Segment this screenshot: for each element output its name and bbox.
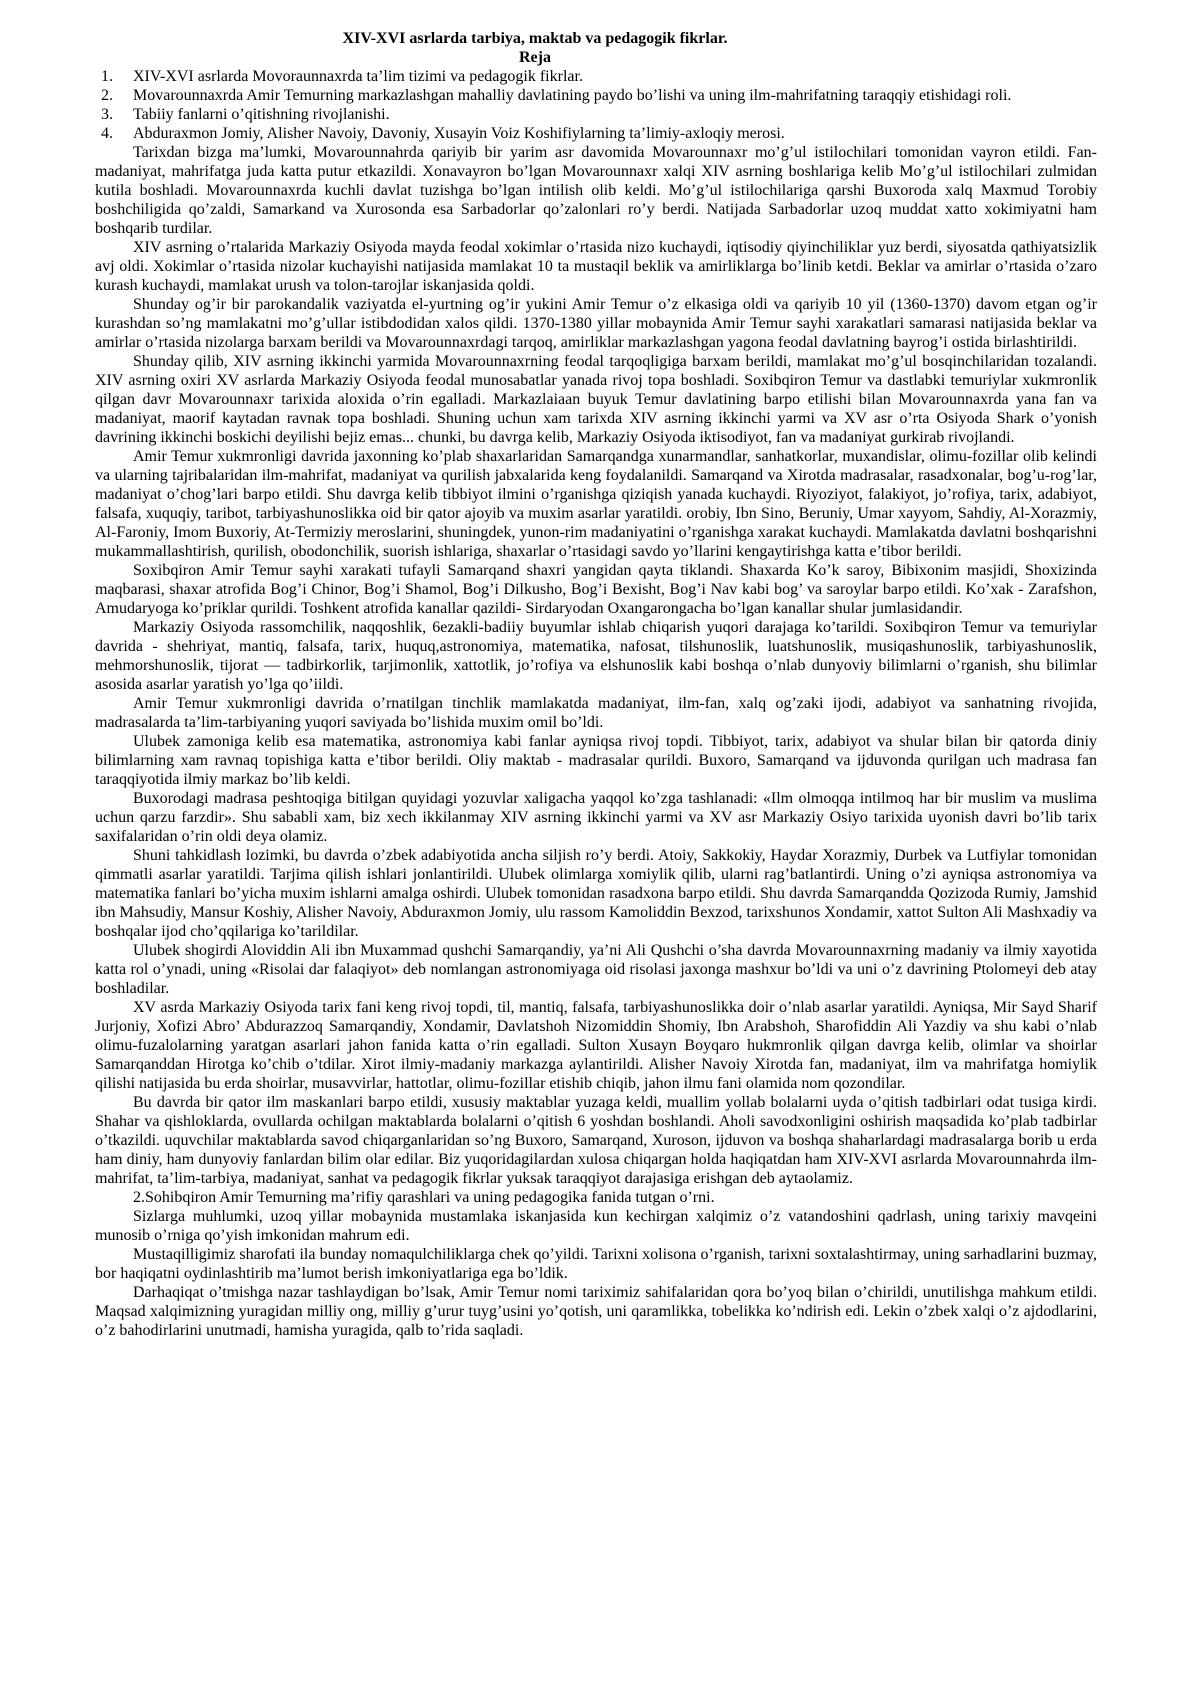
plan-item <box>95 67 1097 86</box>
plan-heading: Reja <box>519 49 551 66</box>
body-paragraph: Amir Temur xukmronligi davrida jaxonning ko’plab shaxarlaridan Samarqandga xunarmandlar, sanhatkorlar, muxandislar, olimu-fozillar olib kelindi va ularning tajribalaridan ilm-mahrifat, madaniyat va qurilish jabxalarida keng foydalanildi. Samarqand va Xirotda madrasalar, rasadxonalar, bog’u-rog’lar, madaniyat o’chog’lari barpo etildi. Shu davrga kelib tibbiyot ilmini o’rganishga qiziqish yanada kuchaydi. Riyoziyot, falakiyot, jo’rofiya, tarix, adabiyot, falsafa, xuquqiy, taribot, tarbiyashunoslikka oid bir qator ajoyib va muxim asarlar yaratildi. orobiy, Ibn Sino, Beruniy, Umar xayyom, Sahdiy, Al-Xorazmiy, Al-Faroniy, Imom Buxoriy, At-Termiziy meroslarini, shuningdek, yunon-rim madaniyatini o’rganishga xarakat kuchaydi. Mamlakatda davlatni boshqarishni mukammallashtirish, qurilish, obodonchilik, suorish ishlariga, shaxarlar o’rtasidagi savdo yo’llarini kengaytirishga katta e’tibor berildi. <box>95 448 1097 560</box>
plan-item-text: Tabiiy fanlarni o’qitishning rivojlanishi. <box>133 106 390 123</box>
body-paragraph: Shunday og’ir bir parokandalik vaziyatda el-yurtning og’ir yukini Amir Temur o’z elkasiga oldi va qariyib 10 yil (1360-1370) davom etgan og’ir kurashdan so’ng mamlakatni mo’g’ullar istibdodidan xalos qildi. 1370-1380 yillar mobaynida Amir Temur sayhi xarakatlari samarasi natijasida beklar va amirlar o’rtasida nizolarga barxam berildi va Movarounnaxrdagi tarqoq, amirliklar markazlashgan yagona feodal davlatning bayrog’i ostida birlashtirildi. <box>95 296 1097 351</box>
body-paragraph: XV asrda Markaziy Osiyoda tarix fani keng rivoj topdi, til, mantiq, falsafa, tarbiyashunoslikka doir o’nlab asarlar yaratildi. Ayniqsa, Mir Sayd Sharif Jurjoniy, Xofizi Abro’ Abdurazzoq Samarqandiy, Xondamir, Davlatshoh Nizomiddin Shomiy, Ibn Arabshoh, Sharofiddin Ali Yazdiy va shu kabi o’nlab olimu-fuzalolarning yaratgan asarlari jahon fanida katta o’rin egalladi. Sulton Xusayn Boyqaro hukmronlik qilgan davrga kelib, olimlar va shoirlar Samarqanddan Hirotga ko’chib o’tdilar. Xirot ilmiy-madaniy markazga aylantirildi. Alisher Navoiy Xirotda fan, madaniyat, ilm va mahrifatga homiylik qilishi natijasida bu erda shoirlar, musavvirlar, hattotlar, olimu-fozillar etishib chiqib, jahon ilmu fani olamida nom qozondilar. <box>95 999 1097 1092</box>
body-paragraph: Ulubek zamoniga kelib esa matematika, astronomiya kabi fanlar ayniqsa rivoj topdi. Tibbiyot, tarix, adabiyot va shular bilan bir qatorda diniy bilimlarning xam ravnaq topishiga katta e’tibor berildi. Oliy maktab - madrasalar qurildi. Buxoro, Samarqand va ijduvonda qurilgan uch madrasa fan taraqqiyotida ilmiy markaz bo’lib keldi. <box>95 733 1097 788</box>
document-title: XIV-XVI asrlarda tarbiya, maktab va pedagogik fikrlar. <box>342 30 728 47</box>
plan-item-text: Movarounnaxrda Amir Temurning markazlashgan mahalliy davlatining paydo bo’lishi va uning ilm-mahrifatning taraqqiy etishidagi roli. <box>133 87 1012 104</box>
body-paragraph: Mustaqilligimiz sharofati ila bunday nomaqulchiliklarga chek qo’yildi. Tarixni xolisona o’rganish, tarixni soxtalashtirmay, uning sarhadlarini buzmay, bor haqiqatni oydinlashtirib ma’lumot berish imkoniyatlariga ega bo’ldik. <box>95 1246 1097 1282</box>
plan-item-text: Abduraxmon Jomiy, Alisher Navoiy, Davoniy, Xusayin Voiz Koshifiylarning ta’limiy-axloqiy merosi. <box>133 125 785 142</box>
body-paragraph: XIV asrning o’rtalarida Markaziy Osiyoda mayda feodal xokimlar o’rtasida nizo kuchaydi, iqtisodiy qiyinchiliklar yuz berdi, siyosatda qathiyatsizlik avj oldi. Xokimlar o’rtasida nizolar kuchayishi natijasida mamlakat 10 ta mustaqil beklik va amirliklarga bo’linib ketdi. Beklar va amirlar o’rtasida o’zaro kurash kuchaydi, mamlakat urush va tolon-tarojlar iskanjasida qoldi. <box>95 239 1097 294</box>
plan-item-text: XIV-XVI asrlarda Movoraunnaxrda ta’lim tizimi va pedagogik fikrlar. <box>133 68 583 85</box>
document-body <box>95 29 1097 1340</box>
plan-item-number: 3. <box>101 106 113 123</box>
plan-item <box>95 124 1097 143</box>
plan-item-number: 4. <box>101 125 113 142</box>
plan-list <box>95 67 1097 143</box>
body-paragraph: Shunday qilib, XIV asrning ikkinchi yarmida Movarounnaxrning feodal tarqoqligiga barxam berildi, mamlakat mo’g’ul bosqinchilaridan tozalandi. XIV asrning oxiri XV asrlarda Markaziy Osiyoda feodal munosabatlar yanada rivoj topa boshladi. Soxibqiron Temur va dastlabki temuriylar xukmronlik qilgan davr Movarounnaxr tarixida aloxida o’rin egalladi. Markazlaiaan buyuk Temur davlatining barpo etilishi bilan Movarounnaxrda yana fan va madaniyat, maorif kaytadan ravnak topa boshladi. Shuning uchun xam tarixda XIV asrning ikkinchi yarmi va XV asr o’rta Osiyoda Shark o’yonish davrining ikkinchi boskichi deyilishi bejiz emas... chunki, bu davrga kelib, Markaziy Osiyoda iktisodiyot, fan va madaniyat gurkirab rivojlandi. <box>95 353 1097 446</box>
body-paragraph: Buxorodagi madrasa peshtoqiga bitilgan quyidagi yozuvlar xaligacha yaqqol ko’zga tashlanadi: «Ilm olmoqqa intilmoq har bir muslim va muslima uchun qarzu farzdir». Shu sababli xam, biz xech ikkilanmay XIV asrning ikkinchi yarmi va XV asr Markaziy Osiyo tarixida uyonish davri bo’lib tarix saxifalaridan o’rin oldi deya olamiz. <box>95 790 1097 845</box>
body-paragraph: Markaziy Osiyoda rassomchilik, naqqoshlik, 6ezakli-badiiy buyumlar ishlab chiqarish yuqori darajaga ko’tarildi. Soxibqiron Temur va temuriylar davrida - shehriyat, mantiq, falsafa, tarix, huquq,astronomiya, matematika, nafosat, tilshunoslik, luatshunoslik, musiqashunoslik, tarbiyashunoslik, mehmorshunoslik, tijorat — tadbirkorlik, tarjimonlik, xattotlik, jo’rofiya va elshunoslik kabi boshqa o’nlab dunyoviy bilimlarni o’rganish, shu bilimlar asosida asarlar yaratish yo’lga qo’iildi. <box>95 619 1097 693</box>
plan-item-number: 1. <box>101 68 113 85</box>
plan-item <box>95 86 1097 105</box>
body-paragraph: Darhaqiqat o’tmishga nazar tashlaydigan bo’lsak, Amir Temur nomi tariximiz sahifalaridan qora bo’yoq bilan o’chirildi, unutilishga mahkum etildi. Maqsad xalqimizning yuragidan milliy ong, milliy g’urur tuyg’usini yo’qotish, uni qaramlikka, tobelikka ko’ndirish edi. Lekin o’zbek xalqi o’z ajdodlarini, o’z bahodirlarini unutmadi, hamisha yuragida, qalb to’rida saqladi. <box>95 1284 1097 1339</box>
section-heading: 2.Sohibqiron Amir Temurning ma’rifiy qarashlari va uning pedagogika fanida tutgan o’rni. <box>133 1189 715 1206</box>
body-paragraph: Ulubek shogirdi Aloviddin Ali ibn Muxammad qushchi Samarqandiy, ya’ni Ali Qushchi o’sha davrda Movarounnaxrning madaniy va ilmiy xayotida katta rol o’ynadi, uning «Risolai dar falaqiyot» deb nomlangan astronomiyaga oid risolasi jaxonga mashxur bo’ldi va uni o’z davrining Ptolomeyi deb atay boshladilar. <box>95 942 1097 997</box>
body-paragraph: Soxibqiron Amir Temur sayhi xarakati tufayli Samarqand shaxri yangidan qayta tiklandi. Shaxarda Ko’k saroy, Bibixonim masjidi, Shoxizinda maqbarasi, shaxar atrofida Bog’i Chinor, Bog’i Shamol, Bog’i Dilkusho, Bog’i Bexisht, Bog’i Nav kabi bog’ va saroylar barpo etildi. Ko’xak - Zarafshon, Amudaryoga ko’priklar qurildi. Toshkent atrofida kanallar qazildi- Sirdaryodan Oxangarongacha bo’lgan kanallar shular jumlasidandir. <box>95 562 1097 617</box>
body-paragraph: Bu davrda bir qator ilm maskanlari barpo etildi, xususiy maktablar yuzaga keldi, muallim yollab bolalarni uyda o’qitish tadbirlari odat tusiga kirdi. Shahar va qishloklarda, ovullarda ochilgan maktablarda bolalarni o’qitish 6 yoshdan boshlandi. Aholi savodxonligini oshirish maqsadida ko’plab tadbirlar o’tkazildi. uquvchilar maktablarda savod chiqarganlaridan so’ng Buxoro, Samarqand, Xuroson, ijduvon va boshqa shaharlardagi madrasalarga borib u erda ham diniy, ham dunyoviy fanlardan bilim olar edilar. Biz yuqoridagilardan xulosa chiqargan holda haqiqatdan ham XIV-XVI asrlarda Movarounnahrda ilm-mahrifat, ta’lim-tarbiya, madaniyat, sanhat va pedagogik fikrlar yuksak taraqqiyot darajasiga erishgan deb aytaolamiz. <box>95 1094 1097 1187</box>
plan-item-number: 2. <box>101 87 113 104</box>
body-paragraph: Amir Temur xukmronligi davrida o’rnatilgan tinchlik mamlakatda madaniyat, ilm-fan, xalq og’zaki ijodi, adabiyot va sanhatning rivojida, madrasalarda ta’lim-tarbiyaning yuqori saviyada bo’lishida muxim omil bo’ldi. <box>95 695 1097 731</box>
plan-item <box>95 105 1097 124</box>
body-paragraph: Sizlarga muhlumki, uzoq yillar mobaynida mustamlaka iskanjasida kun kechirgan xalqimiz o’z vatandoshini qadrlash, uning tarixiy mavqeini munosib o’rniga qo’yish imkonidan mahrum edi. <box>95 1208 1097 1244</box>
body-paragraph: Tarixdan bizga ma’lumki, Movarounnahrda qariyib bir yarim asr davomida Movarounnaxr mo’g’ul istilochilari tomonidan vayron etildi. Fan- madaniyat, mahrifatga juda katta putur etkazildi. Xonavayron bo’lgan Movarounnaxr xalqi XIV asrning boshlariga kelib Mo’g’ul istilochilari zulmidan kutila boshladi. Movarounnaxrda kuchli davlat tuzishga bo’lgan intilish olib keldi. Mo’g’ul istilochilariga qarshi Buxoroda xalq Maxmud Torobiy boshchiligida qo’zaldi, Samarkand va Xurosonda esa Sarbadorlar qo’zalonlari ro’y berdi. Natijada Sarbadorlar uzoq muddat xatto xokimiyatni ham boshqarib turdilar. <box>95 144 1097 237</box>
body-paragraph: Shuni tahkidlash lozimki, bu davrda o’zbek adabiyotida ancha siljish ro’y berdi. Atoiy, Sakkokiy, Haydar Xorazmiy, Durbek va Lutfiylar tomonidan qimmatli asarlar yaratildi. Tarjima qilish ishlari jonlantirildi. Ulubek olimlarga xomiylik qilib, ularni rag’batlantirdi. Uning o’zi ayniqsa astronomiya va matematika fanlari bo’yicha muxim ishlarni amalga oshirdi. Ulubek tomonidan rasadxona barpo etildi. Shu davrda Samarqandda Qozizoda Rumiy, Jamshid ibn Mahsudiy, Mansur Koshiy, Alisher Navoiy, Abduraxmon Jomiy, ulu rassom Kamoliddin Bexzod, tarixshunos Xondamir, xattot Sulton Ali Mashxadiy va boshqalar ijod cho’qqilariga ko’tarildilar. <box>95 847 1097 940</box>
